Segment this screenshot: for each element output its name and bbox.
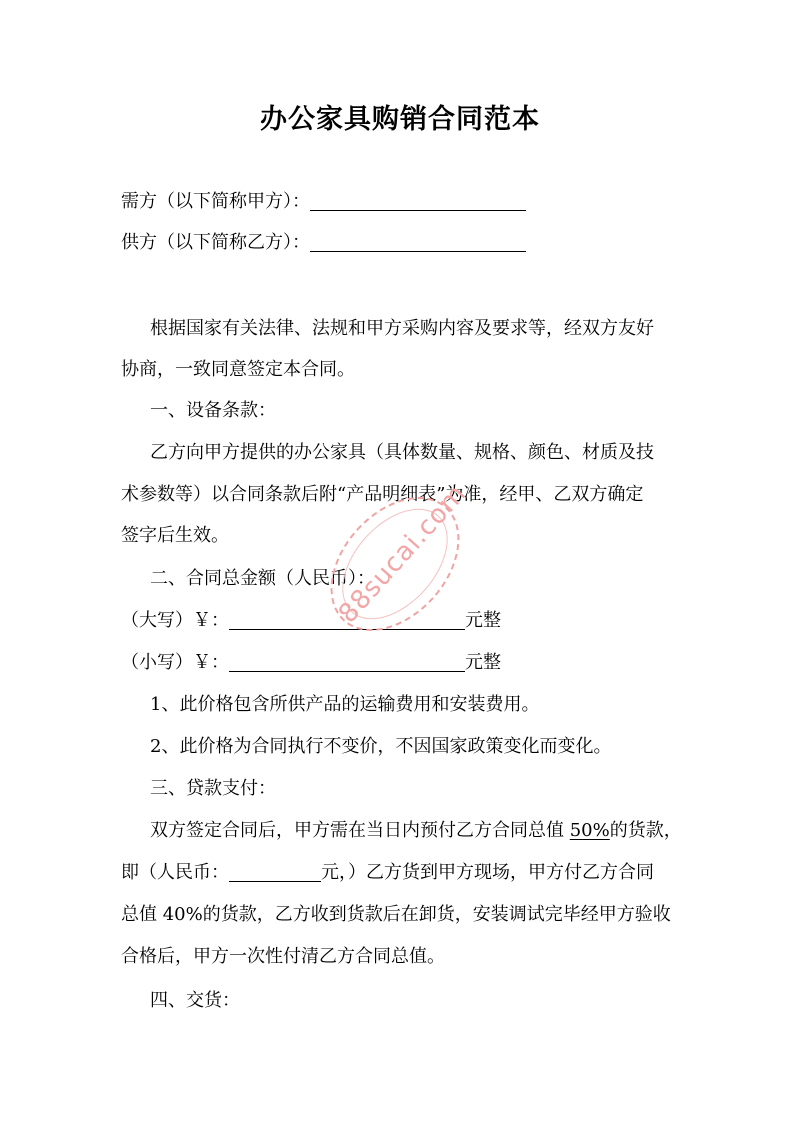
buyer-line [121, 187, 526, 217]
section1-line-3: 签字后生效。 [121, 525, 229, 546]
document-title: 办公家具购销合同范本 [260, 104, 540, 135]
section3-line-2 [121, 858, 654, 888]
section3-line-2-b: 元，）乙方货到甲方现场，甲方付乙方合同 [321, 862, 654, 883]
seller-label: 供方（以下简称乙方）： [121, 232, 310, 253]
section4-heading: 四、交货： [150, 990, 240, 1011]
buyer-label: 需方（以下简称甲方）： [121, 191, 310, 212]
section3-line-3: 总值 40%的货款，乙方收到货款后在卸货，安装调试完毕经甲方验收 [121, 904, 671, 925]
section3-line-1 [150, 816, 682, 846]
price-item-1: 1、此价格包含所供产品的运输费用和安装费用。 [150, 694, 540, 715]
prepay-amount-blank[interactable] [229, 863, 321, 882]
section1-heading: 一、设备条款： [150, 400, 276, 421]
amount-upper-label: （大写）￥： [121, 610, 229, 631]
amount-upper-blank[interactable] [229, 611, 465, 630]
section3-line-1-b: 的货款， [609, 820, 682, 841]
seller-blank[interactable] [310, 233, 526, 252]
price-item-2: 2、此价格为合同执行不变价，不因国家政策变化而变化。 [150, 736, 612, 757]
intro-line-1: 根据国家有关法律、法规和甲方采购内容及要求等，经双方友好 [150, 318, 654, 339]
intro-line-2: 协商，一致同意签定本合同。 [121, 359, 355, 380]
section3-heading: 三、贷款支付： [150, 778, 276, 799]
amount-upper-suffix: 元整 [465, 610, 501, 631]
section3-line-2-a: 即（人民币： [121, 862, 229, 883]
buyer-blank[interactable] [310, 192, 526, 211]
section3-line-4: 合格后，甲方一次性付清乙方合同总值。 [121, 946, 445, 967]
section2-heading: 二、合同总金额（人民币）： [150, 568, 375, 589]
amount-upper-line [121, 606, 501, 636]
section1-line-2: 术参数等）以合同条款后附“产品明细表”为准，经甲、乙双方确定 [121, 484, 644, 505]
amount-lower-line [121, 648, 501, 678]
amount-lower-label: （小写）￥： [121, 652, 229, 673]
seller-line [121, 228, 526, 258]
amount-lower-suffix: 元整 [465, 652, 501, 673]
section1-line-1: 乙方向甲方提供的办公家具（具体数量、规格、颜色、材质及技 [150, 442, 654, 463]
watermark-text: 88sucai.com [332, 478, 473, 630]
amount-lower-blank[interactable] [229, 653, 465, 672]
section3-line-1-a: 双方签定合同后，甲方需在当日内预付乙方合同总值 [150, 820, 570, 841]
prepay-percent: 50% [569, 820, 610, 841]
